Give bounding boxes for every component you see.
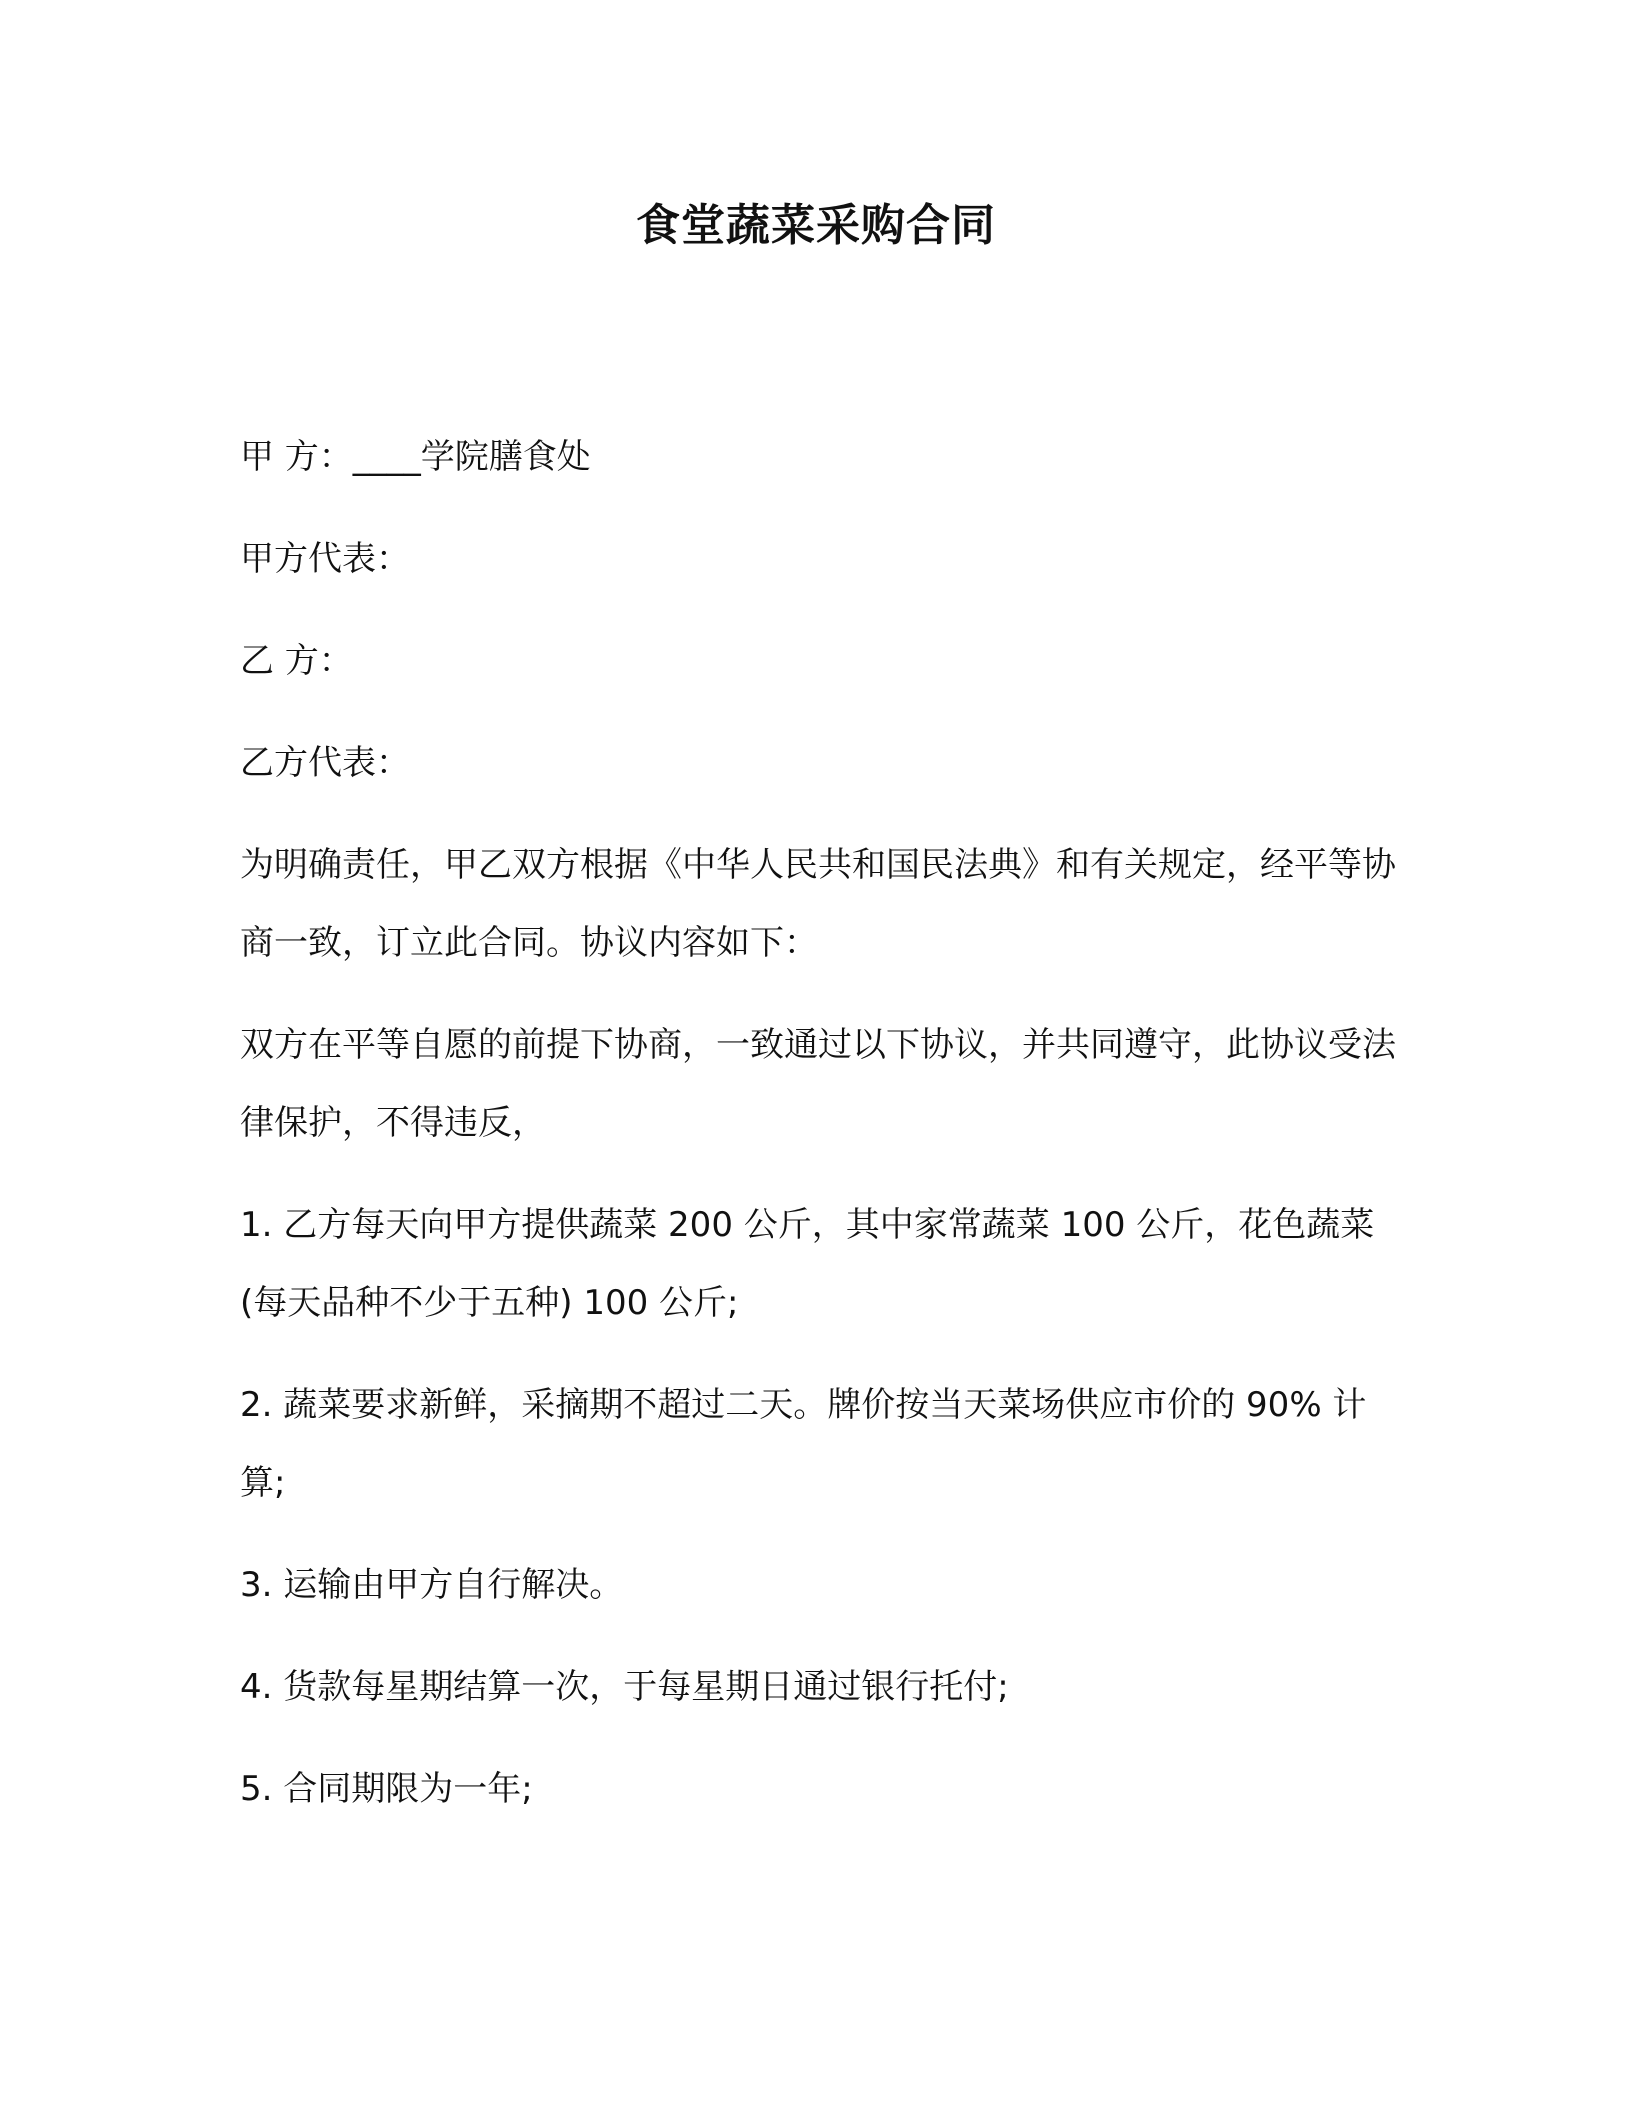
document-body: [240, 418, 1400, 1852]
party-b-line: 乙 方：: [240, 641, 353, 681]
party-a-line: 甲 方：____学院膳食处: [240, 437, 591, 477]
clause-2: 2. 蔬菜要求新鲜，采摘期不超过二天。牌价按当天菜场供应市价的 90% 计算;: [240, 1385, 1367, 1503]
clause-5: 5. 合同期限为一年;: [240, 1769, 533, 1809]
clause-1: 1. 乙方每天向甲方提供蔬菜 200 公斤，其中家常蔬菜 100 公斤，花色蔬菜(每天品种不少于五种) 100 公斤;: [240, 1205, 1375, 1323]
preamble-paragraph: 为明确责任，甲乙双方根据《中华人民共和国民法典》和有关规定，经平等协商一致，订立此合同。协议内容如下：: [240, 845, 1396, 963]
clause-3: 3. 运输由甲方自行解决。: [240, 1565, 624, 1605]
document-title: 食堂蔬菜采购合同: [636, 200, 996, 251]
party-a-representative-line: 甲方代表：: [240, 539, 410, 579]
party-b-representative-line: 乙方代表：: [240, 743, 410, 783]
agreement-paragraph: 双方在平等自愿的前提下协商，一致通过以下协议，并共同遵守，此协议受法律保护，不得违反，: [240, 1025, 1396, 1143]
clause-4: 4. 货款每星期结算一次，于每星期日通过银行托付;: [240, 1667, 1009, 1707]
